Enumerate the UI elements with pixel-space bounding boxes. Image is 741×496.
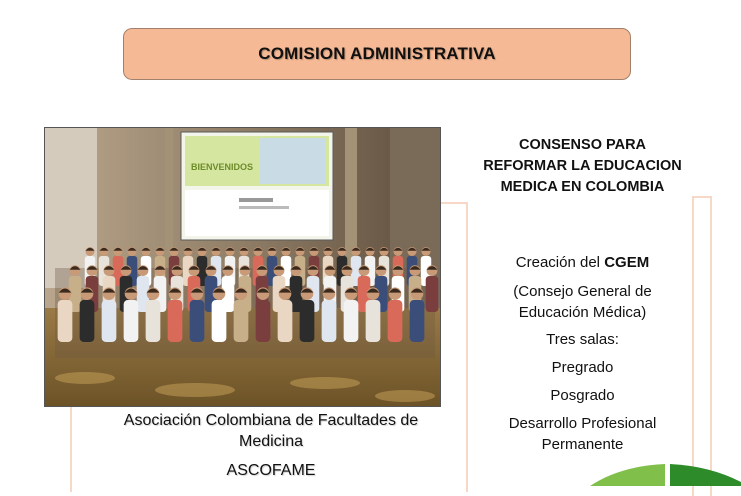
decorative-frame-right xyxy=(692,196,712,496)
consensus-heading: CONSENSO PARA REFORMAR LA EDUCACION MEDICA EN COLOMBIA xyxy=(483,137,682,195)
caption-acronym: ASCOFAME xyxy=(226,462,316,479)
caption-association: Asociación Colombiana de Facultades de Medicina xyxy=(123,412,419,450)
room-posgrado: Posgrado xyxy=(550,387,615,404)
rooms-line: Tres salas: xyxy=(546,331,619,348)
council-line: (Consejo General de Educación Médica) xyxy=(513,283,652,321)
group-photo xyxy=(44,127,441,407)
room-desarrollo: Desarrollo Profesional Permanente xyxy=(508,415,657,453)
room-pregrado: Pregrado xyxy=(551,359,614,376)
title-banner xyxy=(123,28,631,80)
creation-prefix: Creación del xyxy=(515,254,605,271)
creation-line xyxy=(480,252,685,273)
screen-welcome-text: BIENVENIDOS xyxy=(191,162,254,172)
slide-title: COMISION ADMINISTRATIVA xyxy=(258,44,496,63)
cgem-acronym: CGEM xyxy=(604,254,650,271)
corner-logo-icon xyxy=(590,462,741,486)
